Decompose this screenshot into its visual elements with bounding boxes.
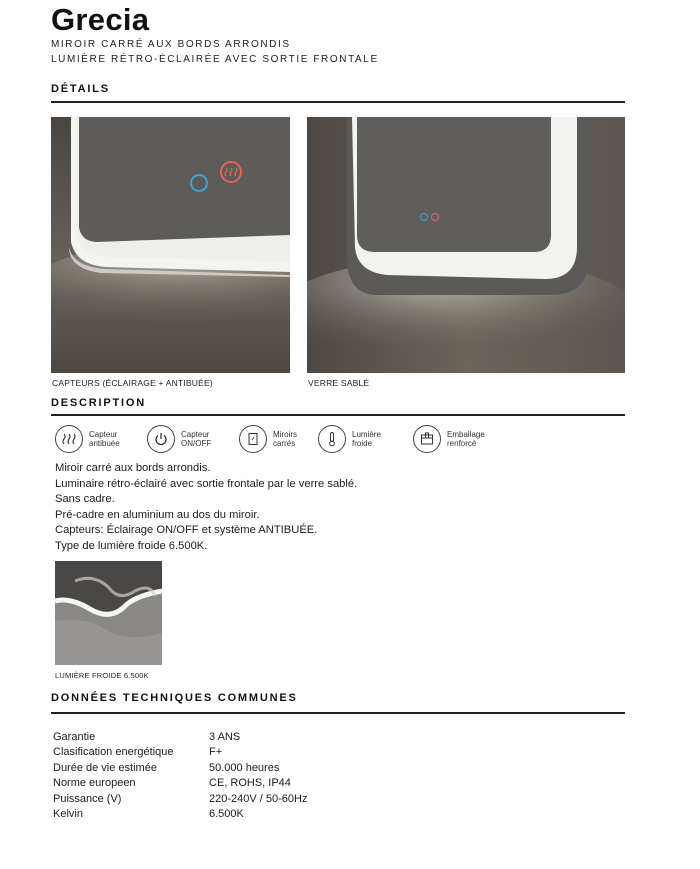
description-line: Type de lumière froide 6.500K. (55, 540, 208, 552)
feature-anti-fog-label: Capteur antibuée (89, 430, 120, 448)
spec-label: Durée de vie estimée (53, 762, 157, 774)
spec-value: CE, ROHS, IP44 (209, 777, 291, 789)
sensors-photo (51, 117, 290, 373)
spec-value: 3 ANS (209, 731, 241, 743)
feature-reinforced-packaging-label: Emballage renforcé (447, 430, 485, 448)
sandblasted-glass-caption: VERRE SABLÉ (308, 378, 370, 388)
description-line: Pré-cadre en aluminium au dos du miroir. (55, 509, 260, 521)
specs-heading: DONNÉES TECHNIQUES COMMUNES (51, 692, 298, 704)
feature-anti-fog (55, 425, 145, 453)
spec-value: 6.500K (209, 808, 244, 820)
description-divider (51, 414, 625, 416)
thermometer-icon (318, 425, 346, 453)
description-heading: DESCRIPTION (51, 397, 146, 409)
spec-value: 220-240V / 50-60Hz (209, 793, 308, 805)
cold-light-swatch (55, 561, 162, 665)
details-divider (51, 101, 625, 103)
details-heading: DÉTAILS (51, 83, 110, 95)
feature-square-mirrors (239, 425, 329, 453)
subtitle-line-2: LUMIÈRE RÉTRO-ÉCLAIRÉE AVEC SORTIE FRONTALE (51, 54, 379, 65)
feature-cold-light (318, 425, 408, 453)
feature-square-mirrors-label: Miroirs carrés (273, 430, 297, 448)
description-line: Miroir carré aux bords arrondis. (55, 462, 211, 474)
package-icon (413, 425, 441, 453)
spec-label: Puissance (V) (53, 793, 122, 805)
power-icon (147, 425, 175, 453)
specs-divider (51, 712, 625, 714)
spec-label: Kelvin (53, 808, 83, 820)
description-line: Capteurs: Éclairage ON/OFF et système ANTIBUÉE. (55, 524, 318, 536)
spec-value: F+ (209, 746, 223, 758)
spec-label: Garantie (53, 731, 96, 743)
description-line: Luminaire rétro-éclairé avec sortie frontale par le verre sablé. (55, 478, 358, 490)
feature-on-off (147, 425, 237, 453)
feature-cold-light-label: Lumière froide (352, 430, 381, 448)
sensors-photo-caption: CAPTEURS (ÉCLAIRAGE + ANTIBUÉE) (52, 378, 213, 388)
spec-label: Norme europeen (53, 777, 136, 789)
page-title: Grecia (51, 2, 150, 37)
description-line: Sans cadre. (55, 493, 115, 505)
spec-label: Clasification energétique (53, 746, 174, 758)
cold-light-swatch-caption: LUMIÈRE FROIDE 6.500K (55, 671, 149, 680)
feature-reinforced-packaging (413, 425, 503, 453)
sandblasted-glass-photo (307, 117, 625, 373)
feature-on-off-label: Capteur ON/OFF (181, 430, 212, 448)
anti-fog-icon (55, 425, 83, 453)
spec-value: 50.000 heures (209, 762, 280, 774)
square-mirror-icon (239, 425, 267, 453)
subtitle-line-1: MIROIR CARRÉ AUX BORDS ARRONDIS (51, 39, 291, 50)
